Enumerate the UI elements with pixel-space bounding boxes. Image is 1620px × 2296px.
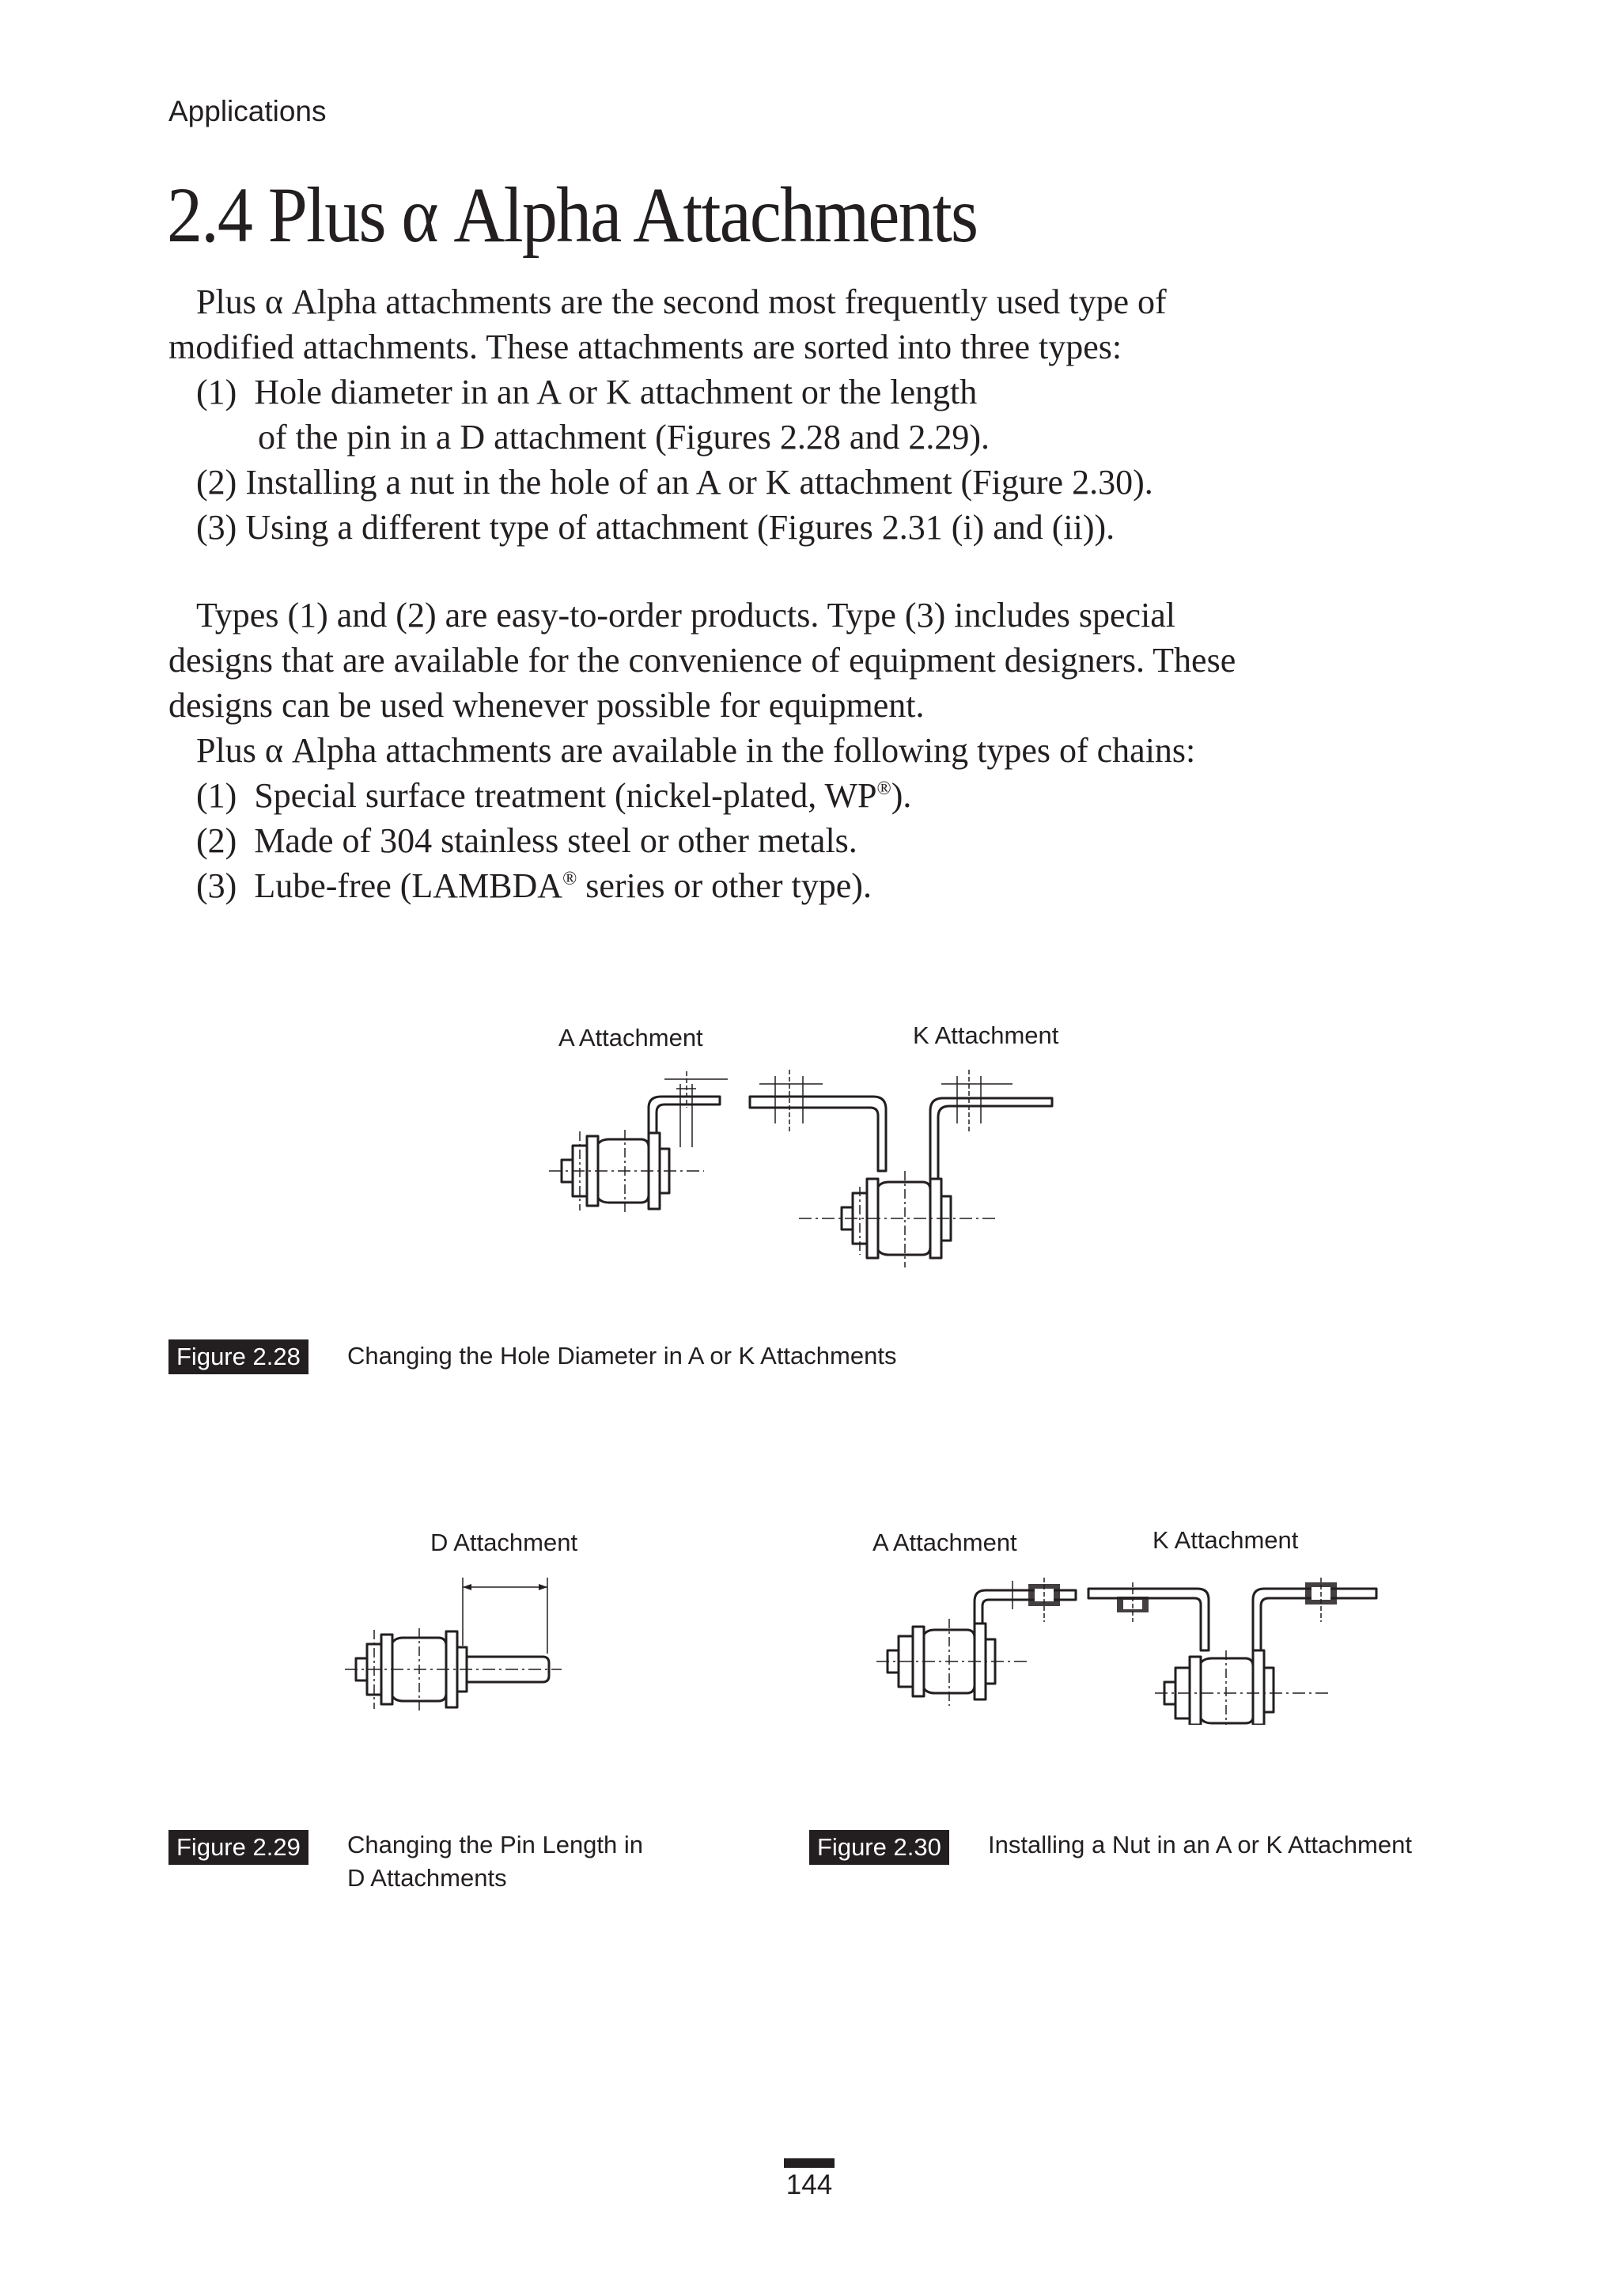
list-item	[168, 863, 1466, 908]
figure-badge: Figure 2.29	[168, 1830, 308, 1865]
k-attachment-nut-plate-drawing	[1088, 1582, 1209, 1650]
page-number-bar	[784, 2158, 835, 2168]
registered-mark: ®	[562, 869, 577, 889]
figure-2-30-drawing	[870, 1574, 1392, 1725]
page-number: 144	[785, 2169, 833, 2200]
list-item-tail: ).	[891, 776, 912, 815]
list-item-text: Made of 304 stainless steel or other metals.	[254, 821, 857, 860]
a-attachment-nut-drawing	[876, 1578, 1076, 1706]
list-item	[168, 369, 1466, 415]
intro-paragraph	[168, 279, 1466, 550]
k-attachment-link-drawing	[799, 1070, 1052, 1267]
a-attachment-link-drawing	[549, 1071, 728, 1215]
list-item-text: Special surface treatment (nickel-plated, WP	[254, 776, 877, 815]
figure-2-28-drawing	[538, 1060, 1060, 1274]
paragraph-line: designs can be used whenever possible for equipment.	[168, 686, 925, 725]
figure-badge: Figure 2.28	[168, 1339, 308, 1374]
a-attachment-label: A Attachment	[558, 1024, 703, 1051]
intro-line: modified attachments. These attachments are sorted into three types:	[168, 328, 1122, 366]
list-item-text: Hole diameter in an A or K attachment or the length	[254, 373, 978, 411]
intro-line: Plus α Alpha attachments are the second most frequently used type of	[196, 282, 1167, 321]
list-item-tail: series or other type).	[577, 866, 872, 905]
k-attachment-label: K Attachment	[1153, 1526, 1299, 1554]
figure-caption: Changing the Hole Diameter in A or K Attachments	[347, 1342, 897, 1370]
k-attachment-label: K Attachment	[913, 1021, 1059, 1049]
figure-caption: Installing a Nut in an A or K Attachment	[988, 1831, 1412, 1858]
d-attachment-label: D Attachment	[430, 1529, 578, 1556]
running-head: Applications	[168, 95, 327, 127]
list-item	[168, 818, 1466, 863]
paragraph-line: Types (1) and (2) are easy-to-order products. Type (3) includes special	[196, 596, 1176, 635]
paragraph-line: Plus α Alpha attachments are available in the following types of chains:	[196, 731, 1196, 770]
list-item	[168, 505, 1466, 550]
paragraph-line: designs that are available for the convenience of equipment designers. These	[168, 641, 1236, 680]
section-title: 2.4 Plus α Alpha Attachments	[167, 171, 978, 259]
list-item-label: (1)	[196, 373, 237, 411]
a-attachment-label: A Attachment	[872, 1529, 1017, 1556]
list-item-text: Installing a nut in the hole of an A or K attachment (Figure 2.30).	[245, 463, 1153, 502]
figure-badge: Figure 2.30	[809, 1830, 949, 1865]
list-item-label: (3)	[196, 866, 237, 905]
figure-caption-line: Changing the Pin Length in	[347, 1831, 644, 1858]
list-item-label: (3)	[196, 508, 237, 547]
figure-caption-line: D Attachments	[347, 1864, 507, 1892]
figure-caption	[347, 1828, 643, 1895]
types-paragraph	[168, 593, 1466, 908]
list-item-text: Lube-free (LAMBDA	[254, 866, 563, 905]
list-item-continuation: of the pin in a D attachment (Figures 2.28 and 2.29).	[258, 418, 990, 457]
registered-mark: ®	[876, 779, 891, 799]
list-item-label: (1)	[196, 776, 237, 815]
list-item-label: (2)	[196, 821, 237, 860]
list-item-text: Using a different type of attachment (Figures 2.31 (i) and (ii)).	[245, 508, 1115, 547]
k-attachment-plate-drawing	[750, 1070, 886, 1171]
list-item	[168, 460, 1466, 505]
list-item-label: (2)	[196, 463, 237, 502]
k-attachment-link-nut-drawing	[1155, 1578, 1376, 1725]
list-item	[168, 773, 1466, 818]
figure-2-29-drawing	[340, 1567, 570, 1725]
